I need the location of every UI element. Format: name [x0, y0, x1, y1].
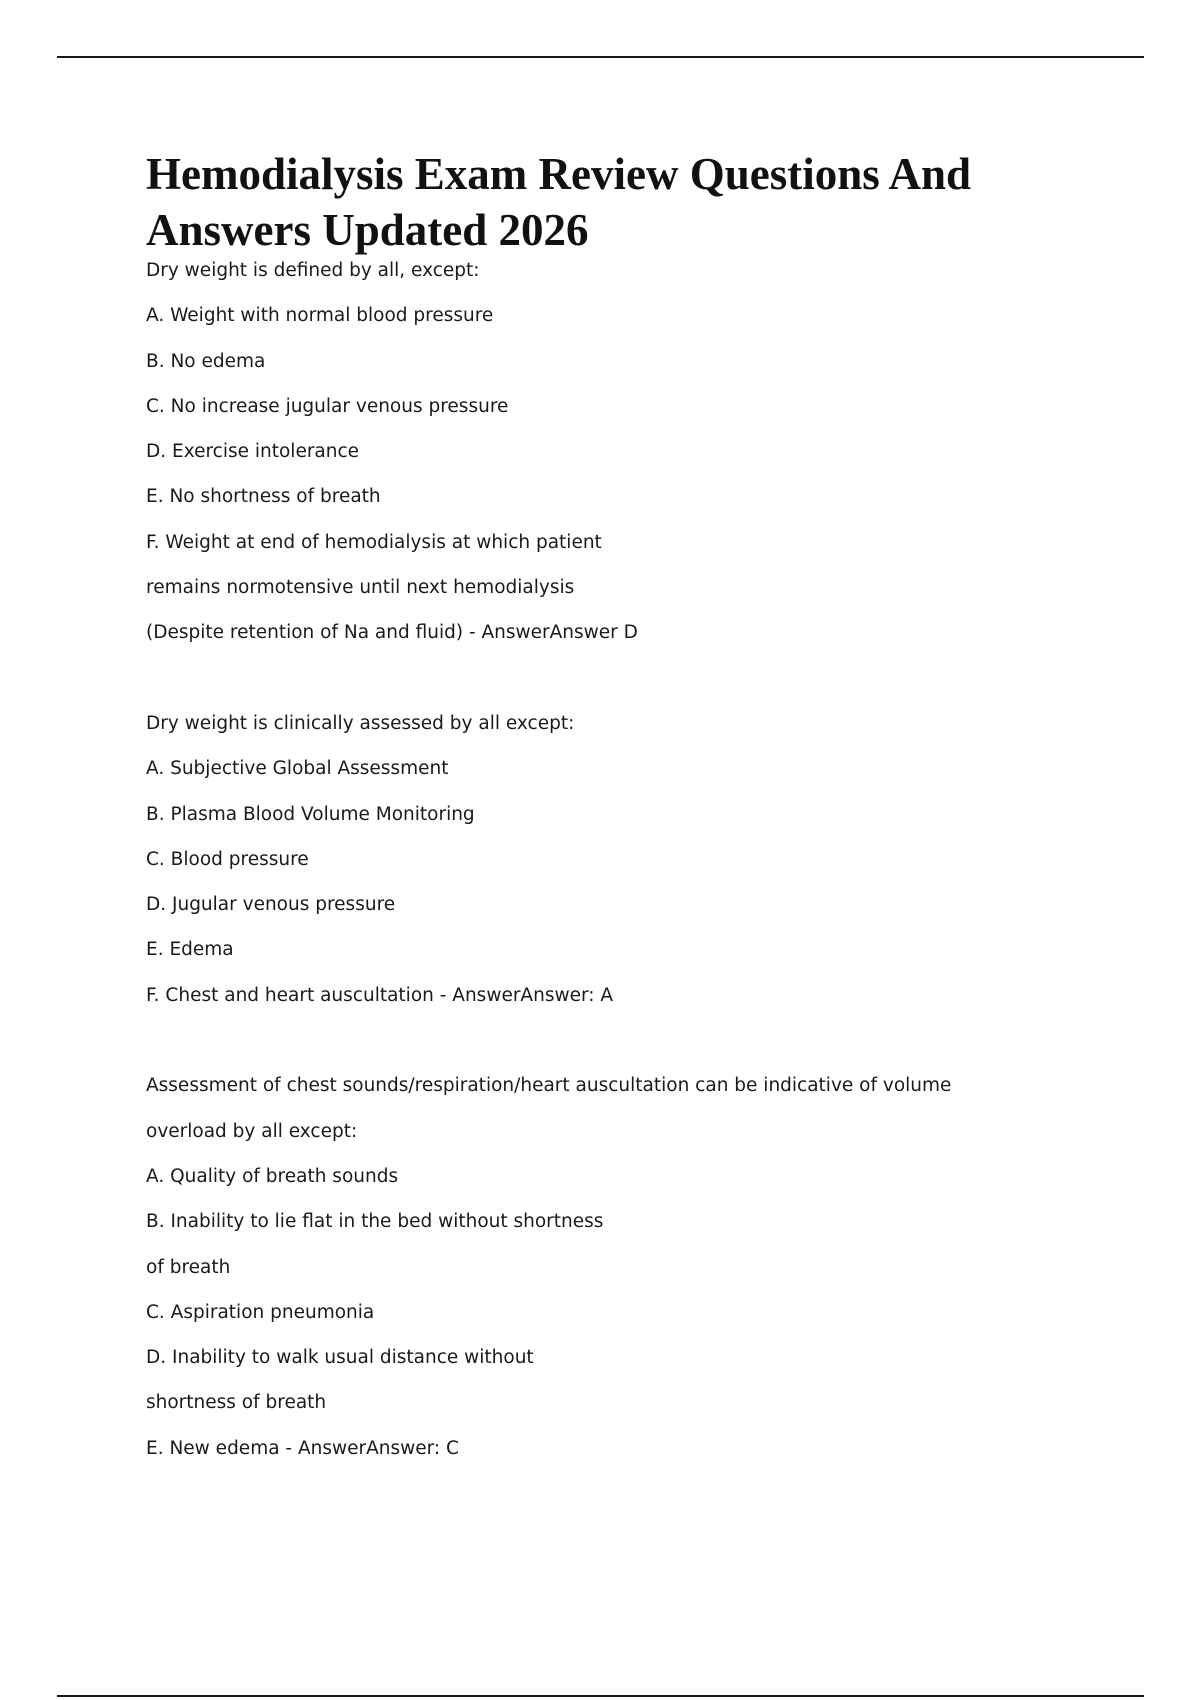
- document-body: [146, 146, 1106, 1481]
- question-3-stem: Assessment of chest sounds/respiration/heart auscultation can be indicative of volume: [146, 1075, 952, 1097]
- question-2-stem: Dry weight is clinically assessed by all except:: [146, 712, 575, 734]
- question-2-option-a: A. Subjective Global Assessment: [146, 758, 449, 780]
- question-3-stem-cont: overload by all except:: [146, 1120, 358, 1142]
- question-3-option-b-cont: of breath: [146, 1256, 231, 1278]
- page-title: [146, 146, 1106, 258]
- question-2-answer: F. Chest and heart auscultation - AnswerAnswer: A: [146, 984, 614, 1006]
- question-3-option-a: A. Quality of breath sounds: [146, 1165, 399, 1187]
- question-1-option-d: D. Exercise intolerance: [146, 441, 360, 463]
- question-1-answer: (Despite retention of Na and fluid) - AnswerAnswer D: [146, 622, 638, 644]
- header-rule: [57, 56, 1144, 58]
- question-1-option-c: C. No increase jugular venous pressure: [146, 395, 509, 417]
- question-list: [146, 258, 1106, 1481]
- page-title-line-2: Answers Updated 2026: [146, 205, 589, 255]
- question-block-2: [146, 711, 1106, 1028]
- question-3-answer: E. New edema - AnswerAnswer: C: [146, 1437, 459, 1459]
- footer-rule: [57, 1695, 1144, 1697]
- question-2-option-d: D. Jugular venous pressure: [146, 894, 396, 916]
- question-1-stem: Dry weight is defined by all, except:: [146, 260, 480, 281]
- question-1-option-f-cont-1: remains normotensive until next hemodialysis: [146, 577, 575, 599]
- question-spacer: [146, 1028, 1106, 1073]
- question-block-3: [146, 1073, 1106, 1481]
- question-1-option-f: F. Weight at end of hemodialysis at which patient: [146, 531, 602, 553]
- question-3-option-c: C. Aspiration pneumonia: [146, 1301, 375, 1323]
- question-2-option-c: C. Blood pressure: [146, 848, 309, 870]
- question-2-option-e: E. Edema: [146, 939, 234, 961]
- question-3-option-d-cont: shortness of breath: [146, 1392, 327, 1414]
- question-3-option-b: B. Inability to lie flat in the bed without shortness: [146, 1211, 604, 1233]
- question-1-option-e: E. No shortness of breath: [146, 486, 381, 508]
- page-title-line-1: Hemodialysis Exam Review Questions And: [146, 149, 972, 199]
- question-2-option-b: B. Plasma Blood Volume Monitoring: [146, 803, 475, 825]
- question-spacer: [146, 666, 1106, 711]
- question-1-option-b: B. No edema: [146, 350, 266, 372]
- question-1-option-a: A. Weight with normal blood pressure: [146, 305, 494, 327]
- question-3-option-d: D. Inability to walk usual distance without: [146, 1347, 534, 1369]
- question-block-1: [146, 258, 1106, 666]
